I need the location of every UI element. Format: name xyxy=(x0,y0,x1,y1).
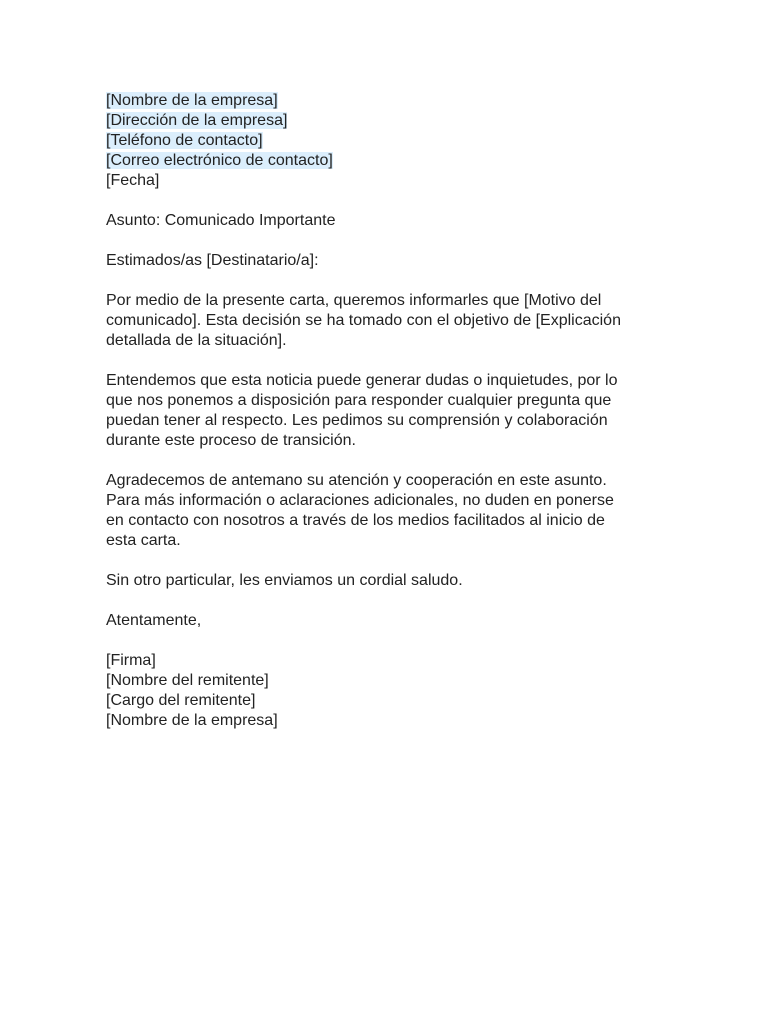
paragraph-line: Por medio de la presente carta, queremos informarles que [Motivo del xyxy=(106,292,602,309)
body-paragraph-1 xyxy=(106,291,666,351)
salutation-text: Estimados/as [Destinatario/a]: xyxy=(106,252,319,269)
paragraph-line: Sin otro particular, les enviamos un cordial saludo. xyxy=(106,572,463,589)
body-paragraph-2 xyxy=(106,371,666,451)
sender-name: [Nombre del remitente] xyxy=(106,672,269,689)
paragraph-line: Entendemos que esta noticia puede generar dudas o inquietudes, por lo xyxy=(106,372,618,389)
paragraph-line: en contacto con nosotros a través de los medios facilitados al inicio de xyxy=(106,512,605,529)
signature-block xyxy=(106,651,666,731)
letter-page xyxy=(106,91,666,751)
contact-phone-line xyxy=(106,131,666,151)
closing xyxy=(106,611,666,631)
body-paragraph-4 xyxy=(106,571,666,591)
closing-text: Atentamente, xyxy=(106,612,202,629)
contact-email-line xyxy=(106,151,666,171)
company-name-placeholder: [Nombre de la empresa] xyxy=(106,92,278,109)
paragraph-line: esta carta. xyxy=(106,532,181,549)
signature-firma: [Firma] xyxy=(106,652,156,669)
company-name-line xyxy=(106,91,666,111)
salutation xyxy=(106,251,666,271)
contact-email-placeholder: [Correo electrónico de contacto] xyxy=(106,152,333,169)
paragraph-line: detallada de la situación]. xyxy=(106,332,287,349)
subject-line xyxy=(106,211,666,231)
paragraph-line: Para más información o aclaraciones adicionales, no duden en ponerse xyxy=(106,492,614,509)
date-line: [Fecha] xyxy=(106,172,160,189)
signature-company-name: [Nombre de la empresa] xyxy=(106,712,278,729)
company-address-placeholder: [Dirección de la empresa] xyxy=(106,112,288,129)
paragraph-line: Agradecemos de antemano su atención y cooperación en este asunto. xyxy=(106,472,607,489)
paragraph-line: puedan tener al respecto. Les pedimos su comprensión y colaboración xyxy=(106,412,608,429)
body-paragraph-3 xyxy=(106,471,666,551)
subject-text: Asunto: Comunicado Importante xyxy=(106,212,336,229)
paragraph-line: durante este proceso de transición. xyxy=(106,432,356,449)
letter-header xyxy=(106,91,666,191)
contact-phone-placeholder: [Teléfono de contacto] xyxy=(106,132,263,149)
paragraph-line: comunicado]. Esta decisión se ha tomado con el objetivo de [Explicación xyxy=(106,312,621,329)
sender-title: [Cargo del remitente] xyxy=(106,692,256,709)
paragraph-line: que nos ponemos a disposición para responder cualquier pregunta que xyxy=(106,392,612,409)
company-address-line xyxy=(106,111,666,131)
